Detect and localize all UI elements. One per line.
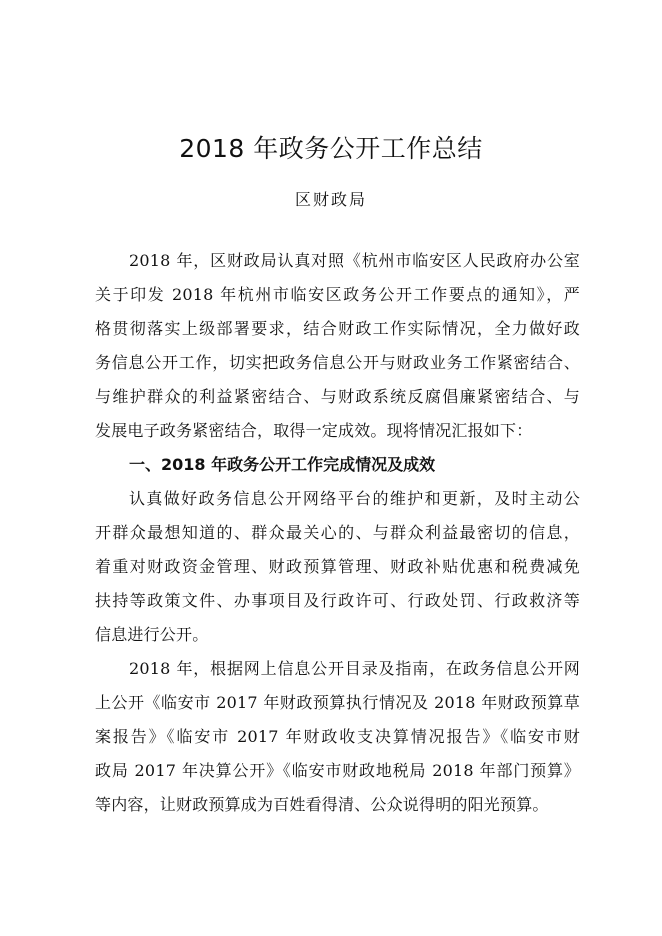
paragraph-3-line-2: 上公开《临安市 2017 年财政预算执行情况及 2018 年财政预算草 [95, 693, 580, 712]
paragraph-1-line-1: 2018 年，区财政局认真对照《杭州市临安区人民政府办公室 [129, 251, 580, 270]
paragraph-3-line-1: 2018 年，根据网上信息公开目录及指南，在政务信息公开网 [129, 659, 580, 678]
paragraph-2-line-1: 认真做好政务信息公开网络平台的维护和更新，及时主动公 [129, 489, 580, 508]
paragraph-3-line-5: 等内容，让财政预算成为百姓看得清、公众说得明的阳光预算。 [95, 795, 549, 814]
paragraph-1-line-6: 发展电子政务紧密结合，取得一定成效。现将情况汇报如下： [95, 421, 533, 440]
paragraph-1-line-4: 务信息公开工作，切实把政务信息公开与财政业务工作紧密结合、 [95, 353, 580, 372]
paragraph-2-line-3: 着重对财政资金管理、财政预算管理、财政补贴优惠和税费减免 [95, 557, 580, 576]
paragraph-3-line-4: 政局 2017 年决算公开》《临安市财政地税局 2018 年部门预算》 [95, 761, 580, 780]
paragraph-1-line-3: 格贯彻落实上级部署要求，结合财政工作实际情况，全力做好政 [95, 319, 580, 338]
paragraph-2-line-2: 开群众最想知道的、群众最关心的、与群众利益最密切的信息， [95, 523, 580, 542]
document-title: 2018 年政务公开工作总结 [179, 134, 483, 163]
paragraph-3-line-3: 案报告》《临安市 2017 年财政收支决算情况报告》《临安市财 [95, 727, 580, 746]
paragraph-2-line-5: 信息进行公开。 [95, 625, 209, 644]
section-heading-1: 一、2018 年政务公开工作完成情况及成效 [129, 455, 436, 474]
document-author: 区财政局 [294, 190, 367, 209]
paragraph-2-line-4: 扶持等政策文件、办事项目及行政许可、行政处罚、行政救济等 [95, 591, 580, 610]
paragraph-1-line-5: 与维护群众的利益紧密结合、与财政系统反腐倡廉紧密结合、与 [95, 387, 580, 406]
paragraph-1-line-2: 关于印发 2018 年杭州市临安区政务公开工作要点的通知》，严 [95, 285, 580, 304]
